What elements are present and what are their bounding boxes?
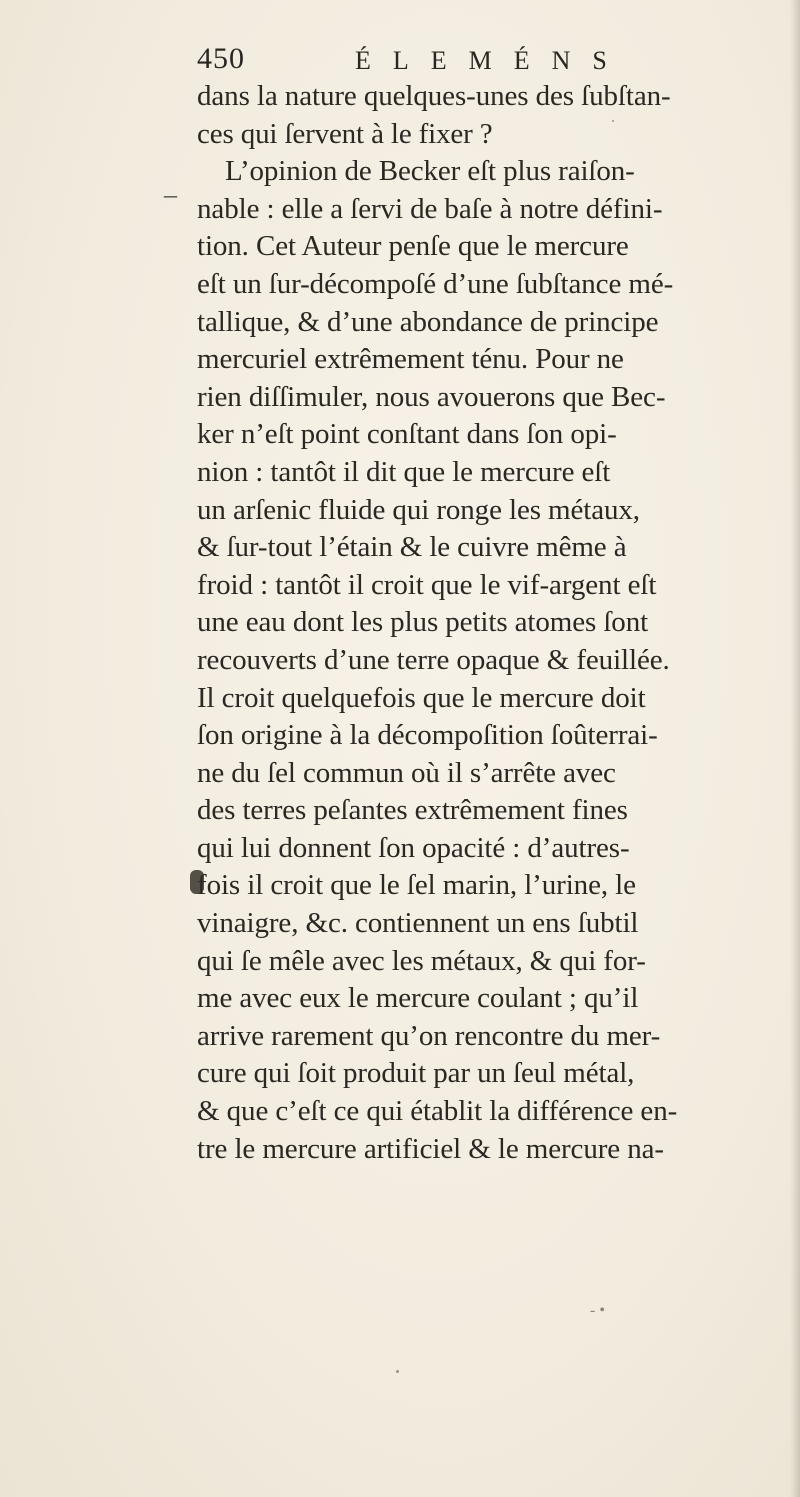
text-line: qui lui donnent ſon opacité : d’autres- — [197, 831, 630, 864]
running-title: ÉLEMÉNS — [355, 46, 629, 75]
paper-speck — [396, 1370, 399, 1373]
text-line: tre le mercure artificiel & le mercure na- — [197, 1132, 664, 1165]
text-line: ſon origine à la décompoſition ſoûterrai- — [197, 719, 658, 752]
text-line: des terres peſantes extrêmement fines — [197, 794, 628, 827]
text-line: un arſenic fluide qui ronge les métaux, — [197, 493, 640, 526]
text-line: mercuriel extrêmement ténu. Pour ne — [197, 343, 624, 376]
text-line: une eau dont les plus petits atomes ſont — [197, 606, 649, 639]
text-line: & ſur-tout l’étain & le cuivre même à — [197, 531, 627, 564]
text-line: froid : tantôt il croit que le vif-argent eſt — [197, 568, 657, 601]
text-line: L’opinion de Becker eſt plus raiſon- — [225, 155, 635, 188]
text-line: nion : tantôt il dit que le mercure eſt — [197, 455, 611, 488]
running-head — [197, 38, 637, 78]
text-line: nable : elle a ſervi de baſe à notre défini- — [197, 192, 663, 225]
text-line: recouverts d’une terre opaque & feuillée. — [197, 643, 670, 676]
text-line: me avec eux le mercure coulant ; qu’il — [197, 982, 639, 1015]
text-line: fois il croit que le ſel marin, l’urine, le — [197, 869, 636, 902]
text-line: dans la nature quelques-unes des ſubſtan- — [197, 80, 671, 112]
page-number: 450 — [197, 42, 245, 75]
foot-mark: - • — [590, 1302, 605, 1319]
text-line: & que c’eſt ce qui établit la différence en- — [197, 1095, 678, 1128]
text-line: Il croit quelquefois que le mercure doit — [197, 681, 646, 714]
margin-dash: – — [164, 180, 177, 209]
text-line: vinaigre, &c. contiennent un ens ſubtil — [197, 907, 639, 940]
text-line: ces qui ſervent à le fixer ? — [197, 117, 493, 150]
text-line: ne du ſel commun où il s’arrête avec — [197, 756, 616, 789]
text-line: tallique, & d’une abondance de principe — [197, 305, 659, 338]
text-line: ker n’eſt point conſtant dans ſon opi- — [197, 418, 617, 451]
text-line: qui ſe mêle avec les métaux, & qui for- — [197, 944, 646, 977]
text-line: arrive rarement qu’on rencontre du mer- — [197, 1019, 661, 1052]
text-line: eſt un ſur-décompoſé d’une ſubſtance mé- — [197, 267, 674, 300]
text-line: cure qui ſoit produit par un ſeul métal, — [197, 1057, 635, 1090]
body-text — [197, 78, 797, 1168]
paper-speck — [612, 120, 614, 122]
text-line: rien diſſimuler, nous avouerons que Bec- — [197, 380, 666, 413]
text-line: tion. Cet Auteur penſe que le mercure — [197, 230, 629, 263]
